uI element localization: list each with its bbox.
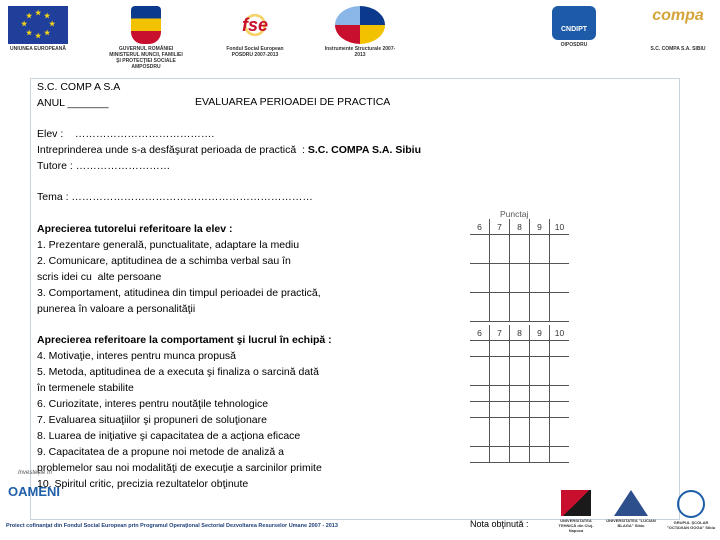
fse-logo-icon: fse [235,6,275,44]
grade-cell[interactable] [530,235,550,264]
score-cell: 6 [470,219,490,235]
page-header [0,0,720,78]
oameni-word: OAMENI [8,484,60,499]
section2-title: Aprecierea referitoare la comportament şi lucrul în echipă : [37,334,332,346]
grade-cell[interactable] [470,418,490,447]
ulbs-logo-icon [614,490,648,516]
fse-caption: Fondul Social European POSDRU 2007-2013 [226,46,284,58]
grade-cell[interactable] [470,357,490,386]
section1-title: Aprecierea tutorelui referitoare la elev : [37,223,233,235]
eu-flag-icon: ★ ★ ★ ★ ★ ★ ★ ★ [8,6,68,44]
score-cell: 9 [530,219,550,235]
grade-cell[interactable] [530,293,550,322]
score-cell: 7 [490,219,510,235]
grade-cell[interactable] [550,418,570,447]
theme-field: Tema : …………………………………………………………… [37,191,313,203]
score-cell: 8 [510,219,530,235]
grade-cell[interactable] [510,293,530,322]
structural-instruments-caption: Instrumente Structurale 2007-2013 [324,46,396,58]
score-cell: 10 [550,219,570,235]
grade-cell[interactable] [470,447,490,463]
grade-cell[interactable] [550,447,570,463]
section1-item: scris idei cu alte persoane [37,271,162,283]
grade-cell[interactable] [530,386,550,402]
grade-cell[interactable] [550,264,570,293]
grade-cell[interactable] [490,402,510,418]
compa-caption: S.C. COMPA S.A. SIBIU [650,46,706,52]
section2-item: 7. Evaluarea situaţiilor şi propuneri de soluţionare [37,414,267,426]
section1-item: punerea în valoare a personalităţii [37,303,196,315]
enterprise-label: Intreprinderea unde s-a desfăşurat perioada de practică : [37,144,305,156]
section2-item: 6. Curiozitate, interes pentru noutăţile tehnologice [37,398,269,410]
score-grid-1 [470,219,569,322]
eu-logo [6,6,70,52]
eu-caption: UNIUNEA EUROPEANĂ [10,46,66,52]
cndipt-logo-icon: CNDIPT [552,6,596,40]
grade-cell[interactable] [490,235,510,264]
year-field: ANUL _______ [37,97,109,109]
section2-item: problemelor sau noi modalităţi de execuţie a sarcinilor primite [37,462,322,474]
section1-item: 1. Prezentare generală, punctualitate, adaptare la mediu [37,239,300,251]
grade-cell[interactable] [530,341,550,357]
final-grade-label: Nota obţinută : [470,519,529,529]
section2-item: în termenele stabilite [37,382,134,394]
grade-cell[interactable] [510,235,530,264]
grade-cell[interactable] [550,357,570,386]
grade-cell[interactable] [530,264,550,293]
grade-cell[interactable] [510,418,530,447]
score-cell: 9 [530,325,550,341]
grade-cell[interactable] [470,402,490,418]
section2-item: 8. Luarea de iniţiative şi capacitatea de a acţiona eficace [37,430,301,442]
ulbs-logo [606,490,656,528]
grade-cell[interactable] [490,447,510,463]
score-cell: 6 [470,325,490,341]
gs-logo [666,490,716,530]
structural-instruments-logo [322,6,398,58]
section2-item: 9. Capacitatea de a propune noi metode de analiză a [37,446,284,458]
section1-item: 3. Comportament, atitudinea din timpul perioadei de practică, [37,287,321,299]
romanian-government-crest-icon [131,6,161,44]
enterprise-name: S.C. COMPA S.A. Sibiu [307,144,422,156]
grade-cell[interactable] [510,357,530,386]
grade-cell[interactable] [490,264,510,293]
government-logo [108,6,184,70]
company-name: S.C. COMP A S.A [37,81,121,93]
grade-cell[interactable] [470,235,490,264]
grade-cell[interactable] [510,264,530,293]
grade-cell[interactable] [470,341,490,357]
grid1-caption: Punctaj [500,209,529,219]
utcn-logo-icon [561,490,591,516]
grade-cell[interactable] [470,264,490,293]
compa-logo [640,6,716,52]
grade-cell[interactable] [490,293,510,322]
section2-item: 5. Metoda, aptitudinea de a executa şi finaliza o sarcină dată [37,366,319,378]
cndipt-caption: OIPOSDRU [560,42,588,48]
grade-cell[interactable] [550,235,570,264]
section2-item: 4. Motivaţie, interes pentru munca propusă [37,350,237,362]
score-cell: 10 [550,325,570,341]
grade-cell[interactable] [530,418,550,447]
grade-cell[interactable] [470,386,490,402]
student-field: Elev : …………………………………. [37,128,215,140]
grade-cell[interactable] [530,357,550,386]
score-cell: 7 [490,325,510,341]
utcn-logo [552,490,600,533]
oameni-tagline: Investește în [18,470,53,476]
grade-cell[interactable] [510,402,530,418]
score-cell: 8 [510,325,530,341]
ulbs-caption: UNIVERSITATEA "LUCIAN BLAGA" Sibiu [606,518,656,528]
fse-logo [220,6,290,58]
grade-cell[interactable] [550,386,570,402]
grade-cell[interactable] [550,293,570,322]
grade-cell[interactable] [490,418,510,447]
document-title: EVALUAREA PERIOADEI DE PRACTICA [195,96,391,108]
utcn-caption: UNIVERSITATEA TEHNICĂ din Cluj-Napoca [558,518,594,533]
oameni-logo [8,470,66,502]
grade-cell[interactable] [530,447,550,463]
grade-cell[interactable] [510,341,530,357]
enterprise-field [37,143,421,159]
grade-cell[interactable] [550,402,570,418]
compa-logo-icon: compa [652,7,704,24]
score-grid-2 [470,325,569,463]
grade-cell[interactable] [490,341,510,357]
grade-cell[interactable] [510,447,530,463]
grade-cell[interactable] [470,293,490,322]
gs-caption: GRUPUL ŞCOLAR "OCTAVIAN GOGA" Sibiu [666,520,716,530]
grade-cell[interactable] [530,402,550,418]
section2-item: 10. Spiritul critic, precizia rezultatelor obţinute [37,478,249,490]
gs-logo-icon [677,490,705,518]
grade-cell[interactable] [550,341,570,357]
structural-instruments-icon [335,6,385,44]
project-cofinancing-text: Proiect cofinanţat din Fondul Social European prin Programul Operaţional Sectorial Dezvoltarea Resurselor Umane 2007 - 2013 [6,523,338,529]
cndipt-logo [546,6,602,48]
tutor-field: Tutore : ……………………… [37,160,171,172]
grade-cell[interactable] [510,386,530,402]
grade-cell[interactable] [490,386,510,402]
grade-cell[interactable] [490,357,510,386]
section1-item: 2. Comunicare, aptitudinea de a schimba verbal sau în [37,255,291,267]
government-caption: GUVERNUL ROMÂNIEI MINISTERUL MUNCII, FAMILIEI ŞI PROTECŢIEI SOCIALE AMPOSDRU [109,46,183,70]
